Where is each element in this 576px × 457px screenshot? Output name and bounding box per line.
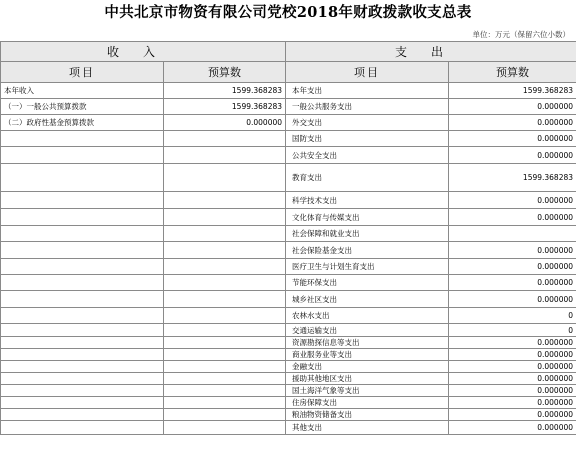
income-item-cell: [1, 275, 164, 291]
income-budget-cell: 0.000000: [164, 115, 286, 131]
income-item-cell: [1, 147, 164, 164]
expense-budget-cell: 0.000000: [449, 131, 576, 147]
expense-item-cell: 一般公共服务支出: [286, 99, 449, 115]
expense-budget-cell: 0.000000: [449, 337, 576, 349]
income-item-cell: [1, 349, 164, 361]
income-item-cell: [1, 259, 164, 275]
table-row: [1, 275, 576, 291]
expense-item-cell: 文化体育与传媒支出: [286, 209, 449, 226]
expense-item-cell: 农林水支出: [286, 308, 449, 324]
expense-budget-cell: 0.000000: [449, 361, 576, 373]
expense-item-cell: 外交支出: [286, 115, 449, 131]
income-budget-cell: [164, 421, 286, 435]
expense-item-cell: 科学技术支出: [286, 192, 449, 209]
income-item-header: 项目: [1, 62, 164, 83]
income-budget-cell: [164, 209, 286, 226]
income-budget-cell: 1599.368283: [164, 83, 286, 99]
table-row: [1, 164, 576, 192]
income-budget-cell: [164, 397, 286, 409]
expense-item-cell: 商业服务业等支出: [286, 349, 449, 361]
expense-budget-cell: 0.000000: [449, 291, 576, 308]
table-row: [1, 373, 576, 385]
income-item-cell: [1, 361, 164, 373]
expense-item-cell: 国防支出: [286, 131, 449, 147]
expense-item-cell: 其他支出: [286, 421, 449, 435]
income-item-cell: [1, 131, 164, 147]
expense-item-cell: 住房保障支出: [286, 397, 449, 409]
expense-budget-cell: 0.000000: [449, 409, 576, 421]
income-item-cell: [1, 421, 164, 435]
table-row: [1, 409, 576, 421]
table-row: [1, 209, 576, 226]
table-row: [1, 226, 576, 242]
income-budget-cell: [164, 373, 286, 385]
table-row: [1, 192, 576, 209]
table-row: [1, 291, 576, 308]
expense-section-header: 支出: [286, 42, 576, 62]
income-section-header: 收入: [1, 42, 286, 62]
income-budget-cell: [164, 131, 286, 147]
expense-item-cell: 节能环保支出: [286, 275, 449, 291]
income-budget-cell: [164, 409, 286, 421]
expense-item-cell: 粮油物资储备支出: [286, 409, 449, 421]
income-item-cell: [1, 192, 164, 209]
budget-table: [0, 41, 576, 435]
income-budget-cell: [164, 349, 286, 361]
income-item-cell: [1, 324, 164, 337]
income-item-cell: [1, 209, 164, 226]
income-item-cell: [1, 373, 164, 385]
expense-item-cell: 援助其他地区支出: [286, 373, 449, 385]
income-budget-cell: [164, 242, 286, 259]
table-row: [1, 421, 576, 435]
expense-budget-cell: 1599.368283: [449, 164, 576, 192]
income-budget-cell: [164, 259, 286, 275]
table-row: [1, 115, 576, 131]
income-item-cell: [1, 242, 164, 259]
income-budget-cell: [164, 226, 286, 242]
expense-item-cell: 国土海洋气象等支出: [286, 385, 449, 397]
expense-item-cell: 医疗卫生与计划生育支出: [286, 259, 449, 275]
income-item-cell: [1, 397, 164, 409]
expense-budget-cell: 0.000000: [449, 192, 576, 209]
table-row: [1, 83, 576, 99]
expense-budget-cell: 0.000000: [449, 115, 576, 131]
table-row: [1, 324, 576, 337]
expense-budget-cell: 0.000000: [449, 209, 576, 226]
table-row: [1, 349, 576, 361]
table-row: [1, 259, 576, 275]
income-item-cell: [1, 291, 164, 308]
income-item-cell: 本年收入: [1, 83, 164, 99]
table-row: [1, 337, 576, 349]
table-row: [1, 99, 576, 115]
expense-budget-cell: 0.000000: [449, 373, 576, 385]
income-budget-cell: [164, 147, 286, 164]
expense-budget-cell: 0.000000: [449, 397, 576, 409]
expense-budget-cell: 0.000000: [449, 349, 576, 361]
income-item-cell: [1, 409, 164, 421]
expense-item-cell: 资源勘探信息等支出: [286, 337, 449, 349]
income-budget-cell: [164, 337, 286, 349]
expense-budget-cell: [449, 226, 576, 242]
income-budget-header: 预算数: [164, 62, 286, 83]
income-budget-cell: [164, 291, 286, 308]
income-budget-cell: [164, 164, 286, 192]
table-row: [1, 361, 576, 373]
income-budget-cell: [164, 308, 286, 324]
table-row: [1, 308, 576, 324]
unit-note: 单位：万元（保留六位小数）: [472, 30, 570, 39]
income-budget-cell: 1599.368283: [164, 99, 286, 115]
expense-item-cell: 社会保障和就业支出: [286, 226, 449, 242]
expense-item-header: 项目: [286, 62, 449, 83]
table-row: [1, 397, 576, 409]
table-row: [1, 242, 576, 259]
income-budget-cell: [164, 361, 286, 373]
income-item-cell: [1, 226, 164, 242]
expense-budget-cell: 0.000000: [449, 99, 576, 115]
income-item-cell: [1, 385, 164, 397]
expense-budget-header: 预算数: [449, 62, 576, 83]
expense-budget-cell: 0.000000: [449, 421, 576, 435]
expense-item-cell: 社会保险基金支出: [286, 242, 449, 259]
expense-budget-cell: 0.000000: [449, 259, 576, 275]
table-row: [1, 131, 576, 147]
income-item-cell: [1, 308, 164, 324]
table-row: [1, 385, 576, 397]
expense-item-cell: 交通运输支出: [286, 324, 449, 337]
income-budget-cell: [164, 324, 286, 337]
income-item-cell: （二）政府性基金预算拨款: [1, 115, 164, 131]
expense-budget-cell: 0: [449, 324, 576, 337]
expense-budget-cell: 0.000000: [449, 242, 576, 259]
expense-budget-cell: 0.000000: [449, 147, 576, 164]
section-header-row: [1, 42, 576, 62]
expense-item-cell: 本年支出: [286, 83, 449, 99]
expense-item-cell: 金融支出: [286, 361, 449, 373]
expense-item-cell: 公共安全支出: [286, 147, 449, 164]
income-budget-cell: [164, 275, 286, 291]
column-header-row: [1, 62, 576, 83]
expense-budget-cell: 1599.368283: [449, 83, 576, 99]
income-budget-cell: [164, 385, 286, 397]
expense-item-cell: 城乡社区支出: [286, 291, 449, 308]
income-item-cell: （一）一般公共预算拨款: [1, 99, 164, 115]
expense-budget-cell: 0.000000: [449, 385, 576, 397]
table-row: [1, 147, 576, 164]
income-budget-cell: [164, 192, 286, 209]
page-title: 中共北京市物资有限公司党校2018年财政拨款收支总表: [104, 4, 472, 21]
expense-budget-cell: 0.000000: [449, 275, 576, 291]
income-item-cell: [1, 337, 164, 349]
expense-item-cell: 教育支出: [286, 164, 449, 192]
expense-budget-cell: 0: [449, 308, 576, 324]
income-item-cell: [1, 164, 164, 192]
